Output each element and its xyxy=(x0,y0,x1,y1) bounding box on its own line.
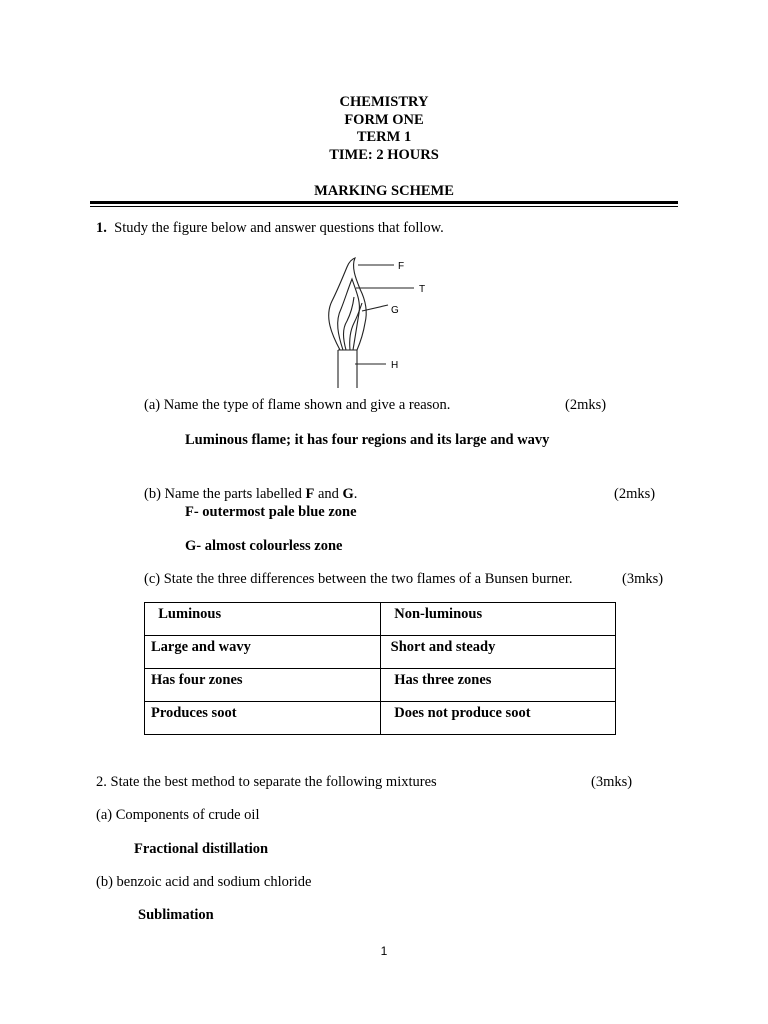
flame-diagram xyxy=(318,253,438,393)
header-rule-thick xyxy=(90,201,678,204)
q2-marks: (3mks) xyxy=(591,774,633,790)
q1-number: 1. xyxy=(96,220,107,236)
q1b-marks: (2mks) xyxy=(614,486,656,502)
q1b-question-prefix: (b) Name the parts labelled xyxy=(144,486,306,502)
table-cell: Has four zones xyxy=(145,669,381,702)
outer-flame-zone xyxy=(329,258,367,350)
q1b-question-end: . xyxy=(353,486,358,502)
label-t: T xyxy=(419,284,426,295)
table-row xyxy=(145,636,616,669)
table-row xyxy=(145,702,616,735)
q2-prompt: 2. State the best method to separate the following mixtures xyxy=(96,774,437,790)
q1b-question xyxy=(144,486,357,503)
header-rule-thin xyxy=(90,206,678,207)
table-cell: Large and wavy xyxy=(145,636,381,669)
q1c-marks: (3mks) xyxy=(622,571,664,587)
q1b-question-and: and xyxy=(314,486,343,502)
q2b-question: (b) benzoic acid and sodium chloride xyxy=(96,874,312,890)
table-cell: Has three zones xyxy=(381,669,616,702)
label-f: F xyxy=(398,261,405,272)
doc-term: TERM 1 xyxy=(356,129,412,145)
q1b-answer-f: F- outermost pale blue zone xyxy=(185,504,357,520)
table-row xyxy=(145,603,616,636)
label-g: G xyxy=(391,305,399,316)
wavy-zone-line-1 xyxy=(344,297,355,350)
table-cell: Does not produce soot xyxy=(381,702,616,735)
q1b-question-g: G xyxy=(342,486,354,502)
q2b-answer: Sublimation xyxy=(138,907,214,923)
q2a-answer: Fractional distillation xyxy=(134,841,269,857)
table-cell: Produces soot xyxy=(145,702,381,735)
q2a-question: (a) Components of crude oil xyxy=(96,807,260,823)
doc-form: FORM ONE xyxy=(344,112,424,128)
q1b-question-f: F xyxy=(305,486,315,502)
q1b-answer-g: G- almost colourless zone xyxy=(185,538,343,554)
table-cell: Short and steady xyxy=(381,636,616,669)
q1-prompt-text: Study the figure below and answer questions that follow. xyxy=(114,220,444,236)
q1a-question: (a) Name the type of flame shown and give a reason. xyxy=(144,397,451,413)
inner-flame-zone xyxy=(338,279,360,350)
page-number: 1 xyxy=(380,944,388,958)
q1a-answer: Luminous flame; it has four regions and its large and wavy xyxy=(185,432,550,448)
label-h: H xyxy=(391,360,399,371)
flame-comparison-table xyxy=(144,602,616,735)
doc-subject: CHEMISTRY xyxy=(339,94,429,110)
doc-marking-scheme: MARKING SCHEME xyxy=(314,183,454,199)
table-row xyxy=(145,669,616,702)
doc-time: TIME: 2 HOURS xyxy=(329,147,439,163)
q1a-marks: (2mks) xyxy=(565,397,607,413)
q1c-question: (c) State the three differences between the two flames of a Bunsen burner. xyxy=(144,571,573,587)
table-cell: Luminous xyxy=(145,603,381,636)
q1-prompt xyxy=(96,220,444,237)
table-cell: Non-luminous xyxy=(381,603,616,636)
